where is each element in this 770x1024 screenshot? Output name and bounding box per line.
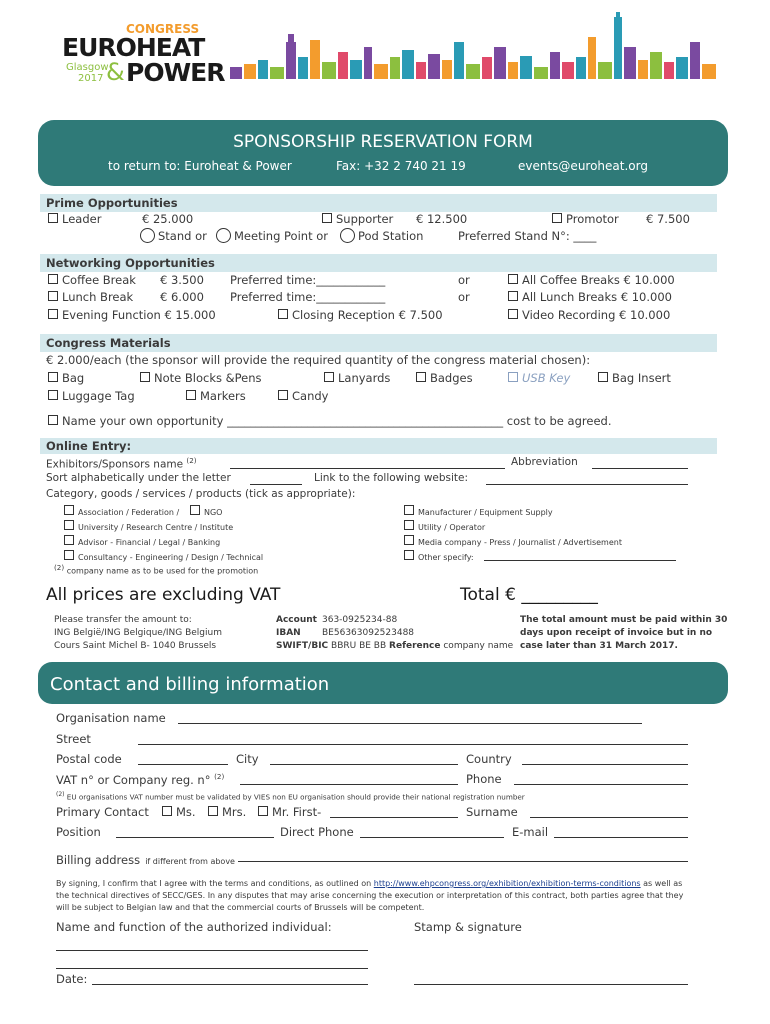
usb-checkbox[interactable] bbox=[508, 372, 518, 382]
materials-title: Congress Materials bbox=[46, 336, 171, 350]
cat-media-checkbox[interactable] bbox=[404, 535, 414, 545]
logo-year: 2017 bbox=[78, 73, 104, 84]
stand-label: Stand or bbox=[158, 229, 207, 243]
link-label: Link to the following website: bbox=[314, 472, 469, 484]
transfer-line1: Please transfer the amount to: bbox=[54, 615, 192, 625]
all-coffee-label: All Coffee Breaks € 10.000 bbox=[522, 273, 675, 287]
header-banner bbox=[38, 120, 728, 186]
cat-consultancy-label: Consultancy - Engineering / Design / Technical bbox=[78, 553, 264, 562]
cat-utility[interactable] bbox=[404, 520, 485, 532]
cat-media[interactable] bbox=[404, 535, 622, 547]
own-cost: cost to be agreed. bbox=[506, 414, 612, 428]
all-coffee-option[interactable] bbox=[508, 273, 675, 287]
leader-label: Leader bbox=[62, 212, 102, 226]
link-input[interactable] bbox=[486, 474, 688, 485]
cat-ngo-checkbox[interactable] bbox=[190, 505, 200, 515]
logo-glasgow: Glasgow bbox=[66, 62, 109, 73]
mrs-checkbox[interactable] bbox=[208, 806, 218, 816]
billing-input[interactable] bbox=[238, 851, 688, 862]
promotor-option[interactable] bbox=[552, 212, 619, 226]
coffee-pref-time[interactable]: Preferred time:____________ bbox=[230, 273, 386, 287]
vat-input[interactable] bbox=[240, 774, 458, 785]
return-to: to return to: Euroheat & Power bbox=[108, 159, 292, 173]
stand-radio[interactable] bbox=[140, 228, 155, 243]
date-label: Date: bbox=[56, 972, 88, 986]
lunch-price: € 6.000 bbox=[160, 290, 204, 304]
email-label: E-mail bbox=[512, 825, 549, 839]
exhibitors-input[interactable] bbox=[230, 458, 505, 469]
cat-utility-label: Utility / Operator bbox=[418, 523, 486, 532]
all-coffee-checkbox[interactable] bbox=[508, 274, 518, 284]
abbrev-input[interactable] bbox=[592, 458, 688, 469]
logo-congress: CONGRESS bbox=[126, 22, 200, 36]
candy-option[interactable] bbox=[278, 389, 328, 403]
cat-ngo[interactable] bbox=[190, 505, 222, 517]
prime-title: Prime Opportunities bbox=[46, 196, 178, 210]
cat-manufacturer-checkbox[interactable] bbox=[404, 505, 414, 515]
terms-line3: case later than 31 March 2017. bbox=[520, 641, 678, 651]
markers-option[interactable] bbox=[186, 389, 246, 403]
swift-line: SWIFT/BIC BBRU BE BB Reference company name bbox=[276, 641, 514, 651]
cat-media-label: Media company - Press / Journalist / Advertisement bbox=[418, 538, 622, 547]
cat-university-checkbox[interactable] bbox=[64, 520, 74, 530]
email-input[interactable] bbox=[554, 827, 688, 838]
lunch-or: or bbox=[458, 290, 470, 304]
cat-manufacturer-label: Manufacturer / Equipment Supply bbox=[418, 508, 553, 517]
country-input[interactable] bbox=[522, 754, 688, 765]
logo-power: POWER bbox=[126, 58, 225, 87]
sign-line3: will be subject to Belgian law and that the commercial courts of Brussels will be competent. bbox=[56, 903, 425, 912]
street-input[interactable] bbox=[138, 734, 688, 745]
auth-input-1[interactable] bbox=[56, 940, 368, 951]
org-input[interactable] bbox=[178, 713, 642, 724]
cat-other-input[interactable] bbox=[484, 552, 676, 561]
bag-checkbox[interactable] bbox=[48, 372, 58, 382]
cat-association-label: Association / Federation / bbox=[78, 508, 180, 517]
lunch-checkbox[interactable] bbox=[48, 291, 58, 301]
postal-input[interactable] bbox=[138, 754, 228, 765]
cat-other-checkbox[interactable] bbox=[404, 550, 414, 560]
direct-phone-label: Direct Phone bbox=[280, 825, 354, 839]
online-footnote: $^{(2)}$ company name as to be used for the promotion bbox=[54, 563, 259, 576]
materials-desc: € 2.000/each (the sponsor will provide the required quantity of the congress material chosen): bbox=[46, 353, 591, 367]
cat-ngo-label: NGO bbox=[204, 508, 223, 517]
account-value: 363-0925234-88 bbox=[322, 615, 398, 625]
own-label: Name your own opportunity bbox=[62, 414, 224, 428]
transfer-line3: Cours Saint Michel B- 1040 Brussels bbox=[54, 641, 217, 651]
own-input-line[interactable]: ________________________________________________ bbox=[227, 414, 504, 428]
ms-checkbox[interactable] bbox=[162, 806, 172, 816]
closing-option[interactable] bbox=[278, 308, 443, 322]
iban-value: BE56363092523488 bbox=[322, 628, 415, 638]
coffee-label: Coffee Break bbox=[62, 273, 136, 287]
promotor-label: Promotor bbox=[566, 212, 619, 226]
candy-checkbox[interactable] bbox=[278, 390, 288, 400]
notes-checkbox[interactable] bbox=[140, 372, 150, 382]
mrs-option[interactable]: Mrs. bbox=[208, 805, 246, 819]
sort-label: Sort alphabetically under the letter bbox=[46, 472, 231, 484]
vat-note: $^{(2)}$ EU organisations VAT number must be validated by VIES non EU organisation should provide their national registration number bbox=[56, 791, 525, 802]
street-label: Street bbox=[56, 732, 91, 746]
meeting-radio[interactable] bbox=[216, 228, 231, 243]
auth-label: Name and function of the authorized individual: bbox=[56, 920, 332, 934]
lanyards-label: Lanyards bbox=[338, 371, 391, 385]
own-option[interactable] bbox=[48, 414, 611, 428]
video-option[interactable] bbox=[508, 308, 670, 322]
terms-link[interactable]: http://www.ehpcongress.org/exhibition/exhibition-terms-conditions bbox=[373, 879, 641, 888]
coffee-or: or bbox=[458, 273, 470, 287]
coffee-option[interactable] bbox=[48, 273, 136, 287]
auth-input-2[interactable] bbox=[56, 958, 368, 969]
billing-label: Billing address if different from above bbox=[56, 853, 235, 867]
closing-checkbox[interactable] bbox=[278, 309, 288, 319]
all-lunch-option[interactable] bbox=[508, 290, 672, 304]
cat-utility-checkbox[interactable] bbox=[404, 520, 414, 530]
video-checkbox[interactable] bbox=[508, 309, 518, 319]
bag-option[interactable] bbox=[48, 371, 84, 385]
insert-option[interactable] bbox=[598, 371, 671, 385]
candy-label: Candy bbox=[292, 389, 329, 403]
country-label: Country bbox=[466, 752, 512, 766]
evening-option[interactable] bbox=[48, 308, 216, 322]
markers-checkbox[interactable] bbox=[186, 390, 196, 400]
primary-label: Primary Contact bbox=[56, 805, 149, 819]
sign-line1: By signing, I confirm that I agree with the terms and conditions, as outlined on http://www.ehpcongress.org/exhibition/exhibition-terms-conditions as well as bbox=[56, 879, 683, 888]
coffee-checkbox[interactable] bbox=[48, 274, 58, 284]
org-label: Organisation name bbox=[56, 711, 166, 725]
bag-label: Bag bbox=[62, 371, 85, 385]
sort-input[interactable] bbox=[250, 474, 302, 485]
badges-checkbox[interactable] bbox=[416, 372, 426, 382]
evening-label: Evening Function € 15.000 bbox=[62, 308, 216, 322]
supporter-checkbox[interactable] bbox=[322, 213, 332, 223]
cat-manufacturer[interactable] bbox=[404, 505, 553, 517]
meeting-label: Meeting Point or bbox=[234, 229, 328, 243]
phone-label: Phone bbox=[466, 772, 502, 786]
pod-label: Pod Station bbox=[358, 229, 424, 243]
networking-title: Networking Opportunities bbox=[46, 256, 215, 270]
fax-number: Fax: +32 2 740 21 19 bbox=[336, 159, 466, 173]
city-input[interactable] bbox=[270, 754, 458, 765]
abbrev-label: Abbreviation bbox=[511, 456, 578, 468]
evening-checkbox[interactable] bbox=[48, 309, 58, 319]
signature-input[interactable] bbox=[414, 974, 688, 985]
online-band bbox=[40, 438, 717, 454]
cat-consultancy-checkbox[interactable] bbox=[64, 550, 74, 560]
account-label: Account bbox=[276, 615, 317, 625]
all-lunch-label: All Lunch Breaks € 10.000 bbox=[522, 290, 672, 304]
ms-option[interactable]: Ms. bbox=[162, 805, 196, 819]
pod-option[interactable] bbox=[340, 228, 423, 243]
video-label: Video Recording € 10.000 bbox=[522, 308, 671, 322]
surname-input[interactable] bbox=[530, 807, 688, 818]
position-label: Position bbox=[56, 825, 101, 839]
promotor-checkbox[interactable] bbox=[552, 213, 562, 223]
total-field[interactable]: Total € _________ bbox=[460, 585, 598, 605]
pod-radio[interactable] bbox=[340, 228, 355, 243]
cat-advisor-checkbox[interactable] bbox=[64, 535, 74, 545]
markers-label: Markers bbox=[200, 389, 246, 403]
supporter-label: Supporter bbox=[336, 212, 394, 226]
city-label: City bbox=[236, 752, 259, 766]
cat-university-label: University / Research Centre / Institute bbox=[78, 523, 234, 532]
lunch-label: Lunch Break bbox=[62, 290, 134, 304]
direct-phone-input[interactable] bbox=[360, 827, 504, 838]
date-input[interactable] bbox=[92, 974, 368, 985]
logo-euroheat: EUROHEAT bbox=[62, 33, 205, 62]
luggage-label: Luggage Tag bbox=[62, 389, 135, 403]
terms-line1: The total amount must be paid within 30 bbox=[520, 615, 728, 625]
insert-checkbox[interactable] bbox=[598, 372, 608, 382]
supporter-option[interactable] bbox=[322, 212, 393, 226]
promotor-price: € 7.500 bbox=[646, 212, 690, 226]
cat-other[interactable] bbox=[404, 550, 474, 562]
cat-association-checkbox[interactable] bbox=[64, 505, 74, 515]
lanyards-option[interactable] bbox=[324, 371, 390, 385]
online-title: Online Entry: bbox=[46, 439, 132, 453]
surname-label: Surname bbox=[466, 805, 518, 819]
terms-line2: days upon receipt of invoice but in no bbox=[520, 628, 713, 638]
phone-input[interactable] bbox=[514, 774, 688, 785]
meeting-option[interactable] bbox=[216, 228, 328, 243]
leader-option[interactable] bbox=[48, 212, 101, 226]
supporter-price: € 12.500 bbox=[416, 212, 468, 226]
mr-option[interactable]: Mr. First- bbox=[258, 805, 321, 819]
vat-label: VAT n° or Company reg. n° $^{(2)}$ bbox=[56, 772, 225, 787]
notes-label: Note Blocks &Pens bbox=[154, 371, 262, 385]
all-lunch-checkbox[interactable] bbox=[508, 291, 518, 301]
closing-label: Closing Reception € 7.500 bbox=[292, 308, 443, 322]
own-checkbox[interactable] bbox=[48, 415, 58, 425]
position-input[interactable] bbox=[116, 827, 274, 838]
usb-option[interactable] bbox=[508, 371, 570, 385]
lunch-pref-time[interactable]: Preferred time:____________ bbox=[230, 290, 386, 304]
cat-university[interactable] bbox=[64, 520, 233, 532]
excl-vat: All prices are excluding VAT bbox=[46, 585, 281, 605]
stand-option[interactable] bbox=[140, 228, 207, 243]
coffee-price: € 3.500 bbox=[160, 273, 204, 287]
mr-checkbox[interactable] bbox=[258, 806, 268, 816]
cat-advisor[interactable] bbox=[64, 535, 220, 547]
luggage-option[interactable] bbox=[48, 389, 135, 403]
logo-amp: & bbox=[106, 58, 125, 86]
notes-option[interactable] bbox=[140, 371, 261, 385]
form-title: SPONSORSHIP RESERVATION FORM bbox=[233, 132, 533, 152]
leader-price: € 25.000 bbox=[142, 212, 194, 226]
lanyards-checkbox[interactable] bbox=[324, 372, 334, 382]
leader-checkbox[interactable] bbox=[48, 213, 58, 223]
email-address[interactable]: events@euroheat.org bbox=[518, 159, 648, 173]
skyline-graphic bbox=[230, 12, 720, 92]
cat-other-label: Other specify: bbox=[418, 553, 474, 562]
insert-label: Bag Insert bbox=[612, 371, 671, 385]
exhibitors-label: Exhibitors/Sponsors name $^{(2)}$ bbox=[46, 456, 197, 471]
stamp-label: Stamp & signature bbox=[414, 920, 522, 934]
sign-line2: the technical directives of SECC/GES. In any disputes that may arise concerning the execution or interpretation of this contract, both parties agree that they bbox=[56, 891, 684, 900]
lunch-option[interactable] bbox=[48, 290, 133, 304]
cat-consultancy[interactable] bbox=[64, 550, 263, 562]
cat-advisor-label: Advisor - Financial / Legal / Banking bbox=[78, 538, 221, 547]
cat-association[interactable] bbox=[64, 505, 179, 517]
contact-title: Contact and billing information bbox=[50, 674, 330, 695]
transfer-line2: ING België/ING Belgique/ING Belgium bbox=[54, 628, 222, 638]
luggage-checkbox[interactable] bbox=[48, 390, 58, 400]
postal-label: Postal code bbox=[56, 752, 122, 766]
category-label: Category, goods / services / products (tick as appropriate): bbox=[46, 488, 356, 500]
firstname-input[interactable] bbox=[330, 807, 458, 818]
badges-label: Badges bbox=[430, 371, 473, 385]
iban-label: IBAN bbox=[276, 628, 301, 638]
badges-option[interactable] bbox=[416, 371, 473, 385]
preferred-stand[interactable]: Preferred Stand N°: ____ bbox=[458, 229, 597, 243]
usb-label: USB Key bbox=[522, 371, 571, 385]
